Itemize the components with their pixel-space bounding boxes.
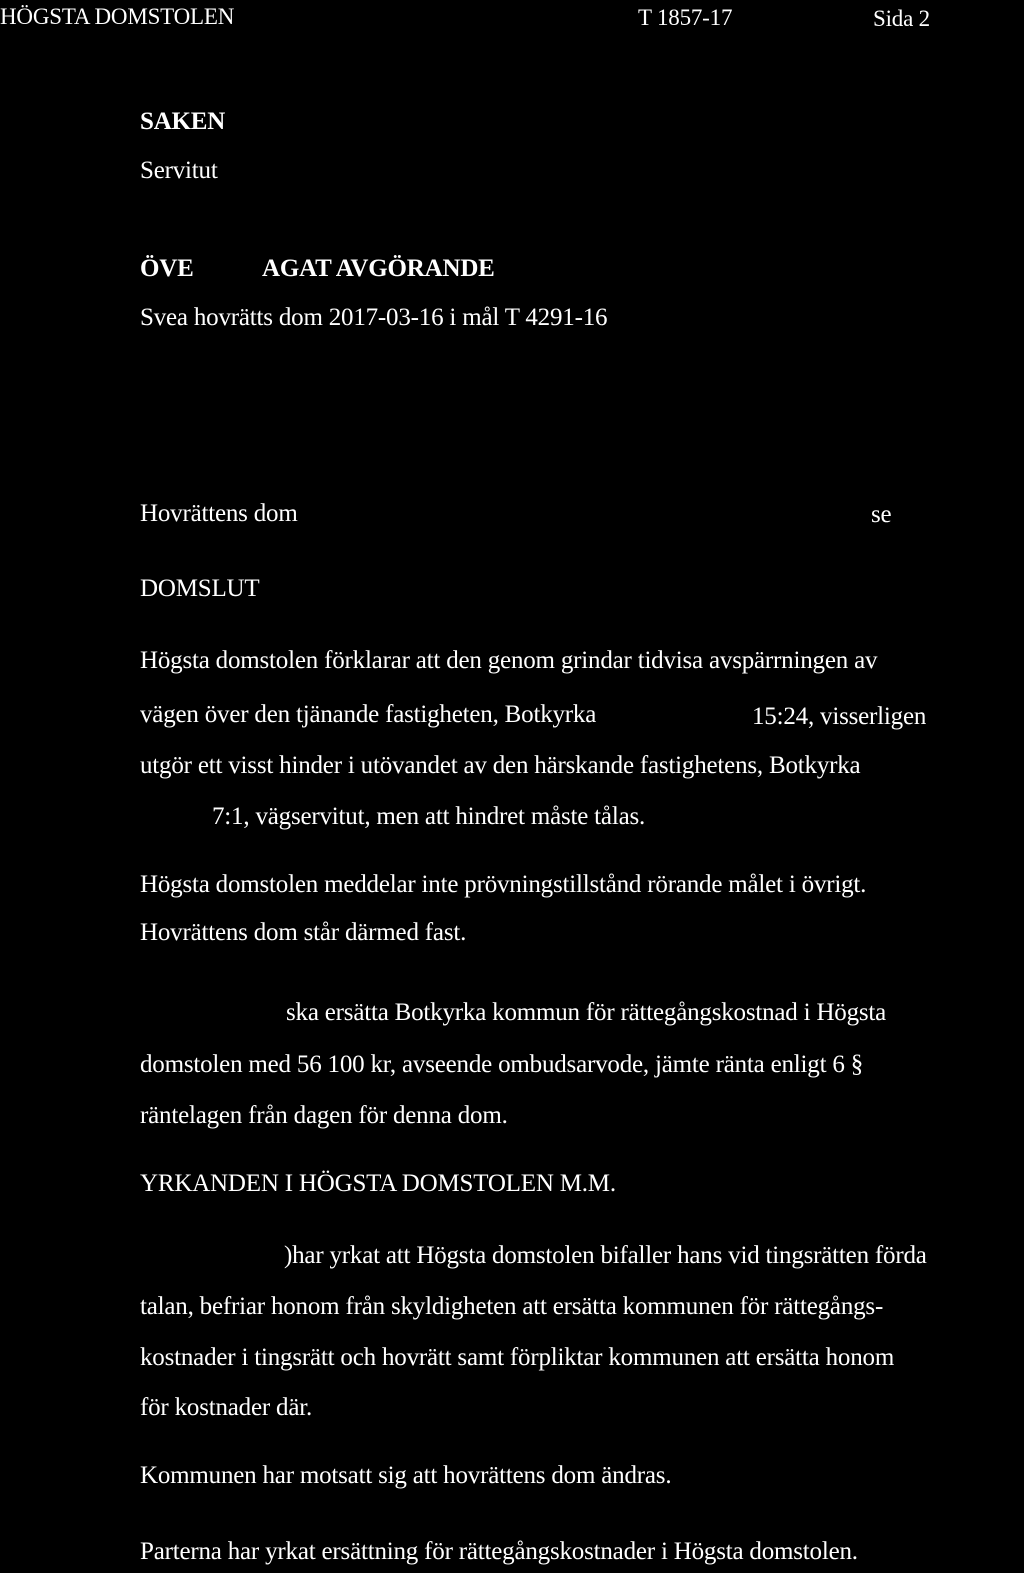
saken-heading: SAKEN [140,108,226,135]
saken-value: Servitut [140,157,218,184]
domslut-para2-line1: Högsta domstolen meddelar inte prövningstillstånd rörande målet i övrigt. [140,871,867,898]
domslut-para1-line1: Högsta domstolen förklarar att den genom grindar tidvisa avspärrningen av [140,647,878,674]
case-number: T 1857-17 [638,5,733,30]
yrkanden-para2: Kommunen har motsatt sig att hovrättens dom ändras. [140,1462,672,1489]
yrkanden-heading: YRKANDEN I HÖGSTA DOMSTOLEN M.M. [140,1170,616,1197]
domslut-para3-line3: räntelagen från dagen för denna dom. [140,1102,508,1129]
domslut-para1-line3: utgör ett visst hinder i utövandet av den härskande fastighetens, Botkyrka [140,752,861,779]
overklagat-heading-part2: AGAT AVGÖRANDE [262,255,495,282]
yrkanden-para1-line2: talan, befriar honom från skyldigheten att ersätta kommunen för rättegångs- [140,1293,884,1320]
yrkanden-para1-line4: för kostnader där. [140,1394,313,1421]
yrkanden-para3: Parterna har yrkat ersättning för rättegångskostnader i Högsta domstolen. [140,1538,858,1565]
overklagat-value: Svea hovrätts dom 2017-03-16 i mål T 4291-16 [140,304,608,331]
domslut-para1-line2b: 15:24, visserligen [752,703,927,730]
domslut-para1-line2a: vägen över den tjänande fastigheten, Botkyrka [140,701,597,728]
hovrattens-dom-label: Hovrättens dom [140,500,298,527]
yrkanden-para1-line1: )har yrkat att Högsta domstolen bifaller hans vid tingsrätten förda [284,1242,927,1269]
domslut-para1-line4: 7:1, vägservitut, men att hindret måste tålas. [212,803,646,830]
page-number: Sida 2 [873,6,930,31]
overklagat-heading-part1: ÖVE [140,255,194,282]
yrkanden-para1-line3: kostnader i tingsrätt och hovrätt samt förpliktar kommunen att ersätta honom [140,1344,895,1371]
hovrattens-dom-suffix: se [871,501,892,528]
domslut-para3-line2: domstolen med 56 100 kr, avseende ombudsarvode, jämte ränta enligt 6 § [140,1051,864,1078]
domslut-para3-line1: ska ersätta Botkyrka kommun för rättegångskostnad i Högsta [286,999,887,1026]
court-name: HÖGSTA DOMSTOLEN [0,4,235,29]
domslut-heading: DOMSLUT [140,575,260,602]
domslut-para2-line2: Hovrättens dom står därmed fast. [140,919,467,946]
